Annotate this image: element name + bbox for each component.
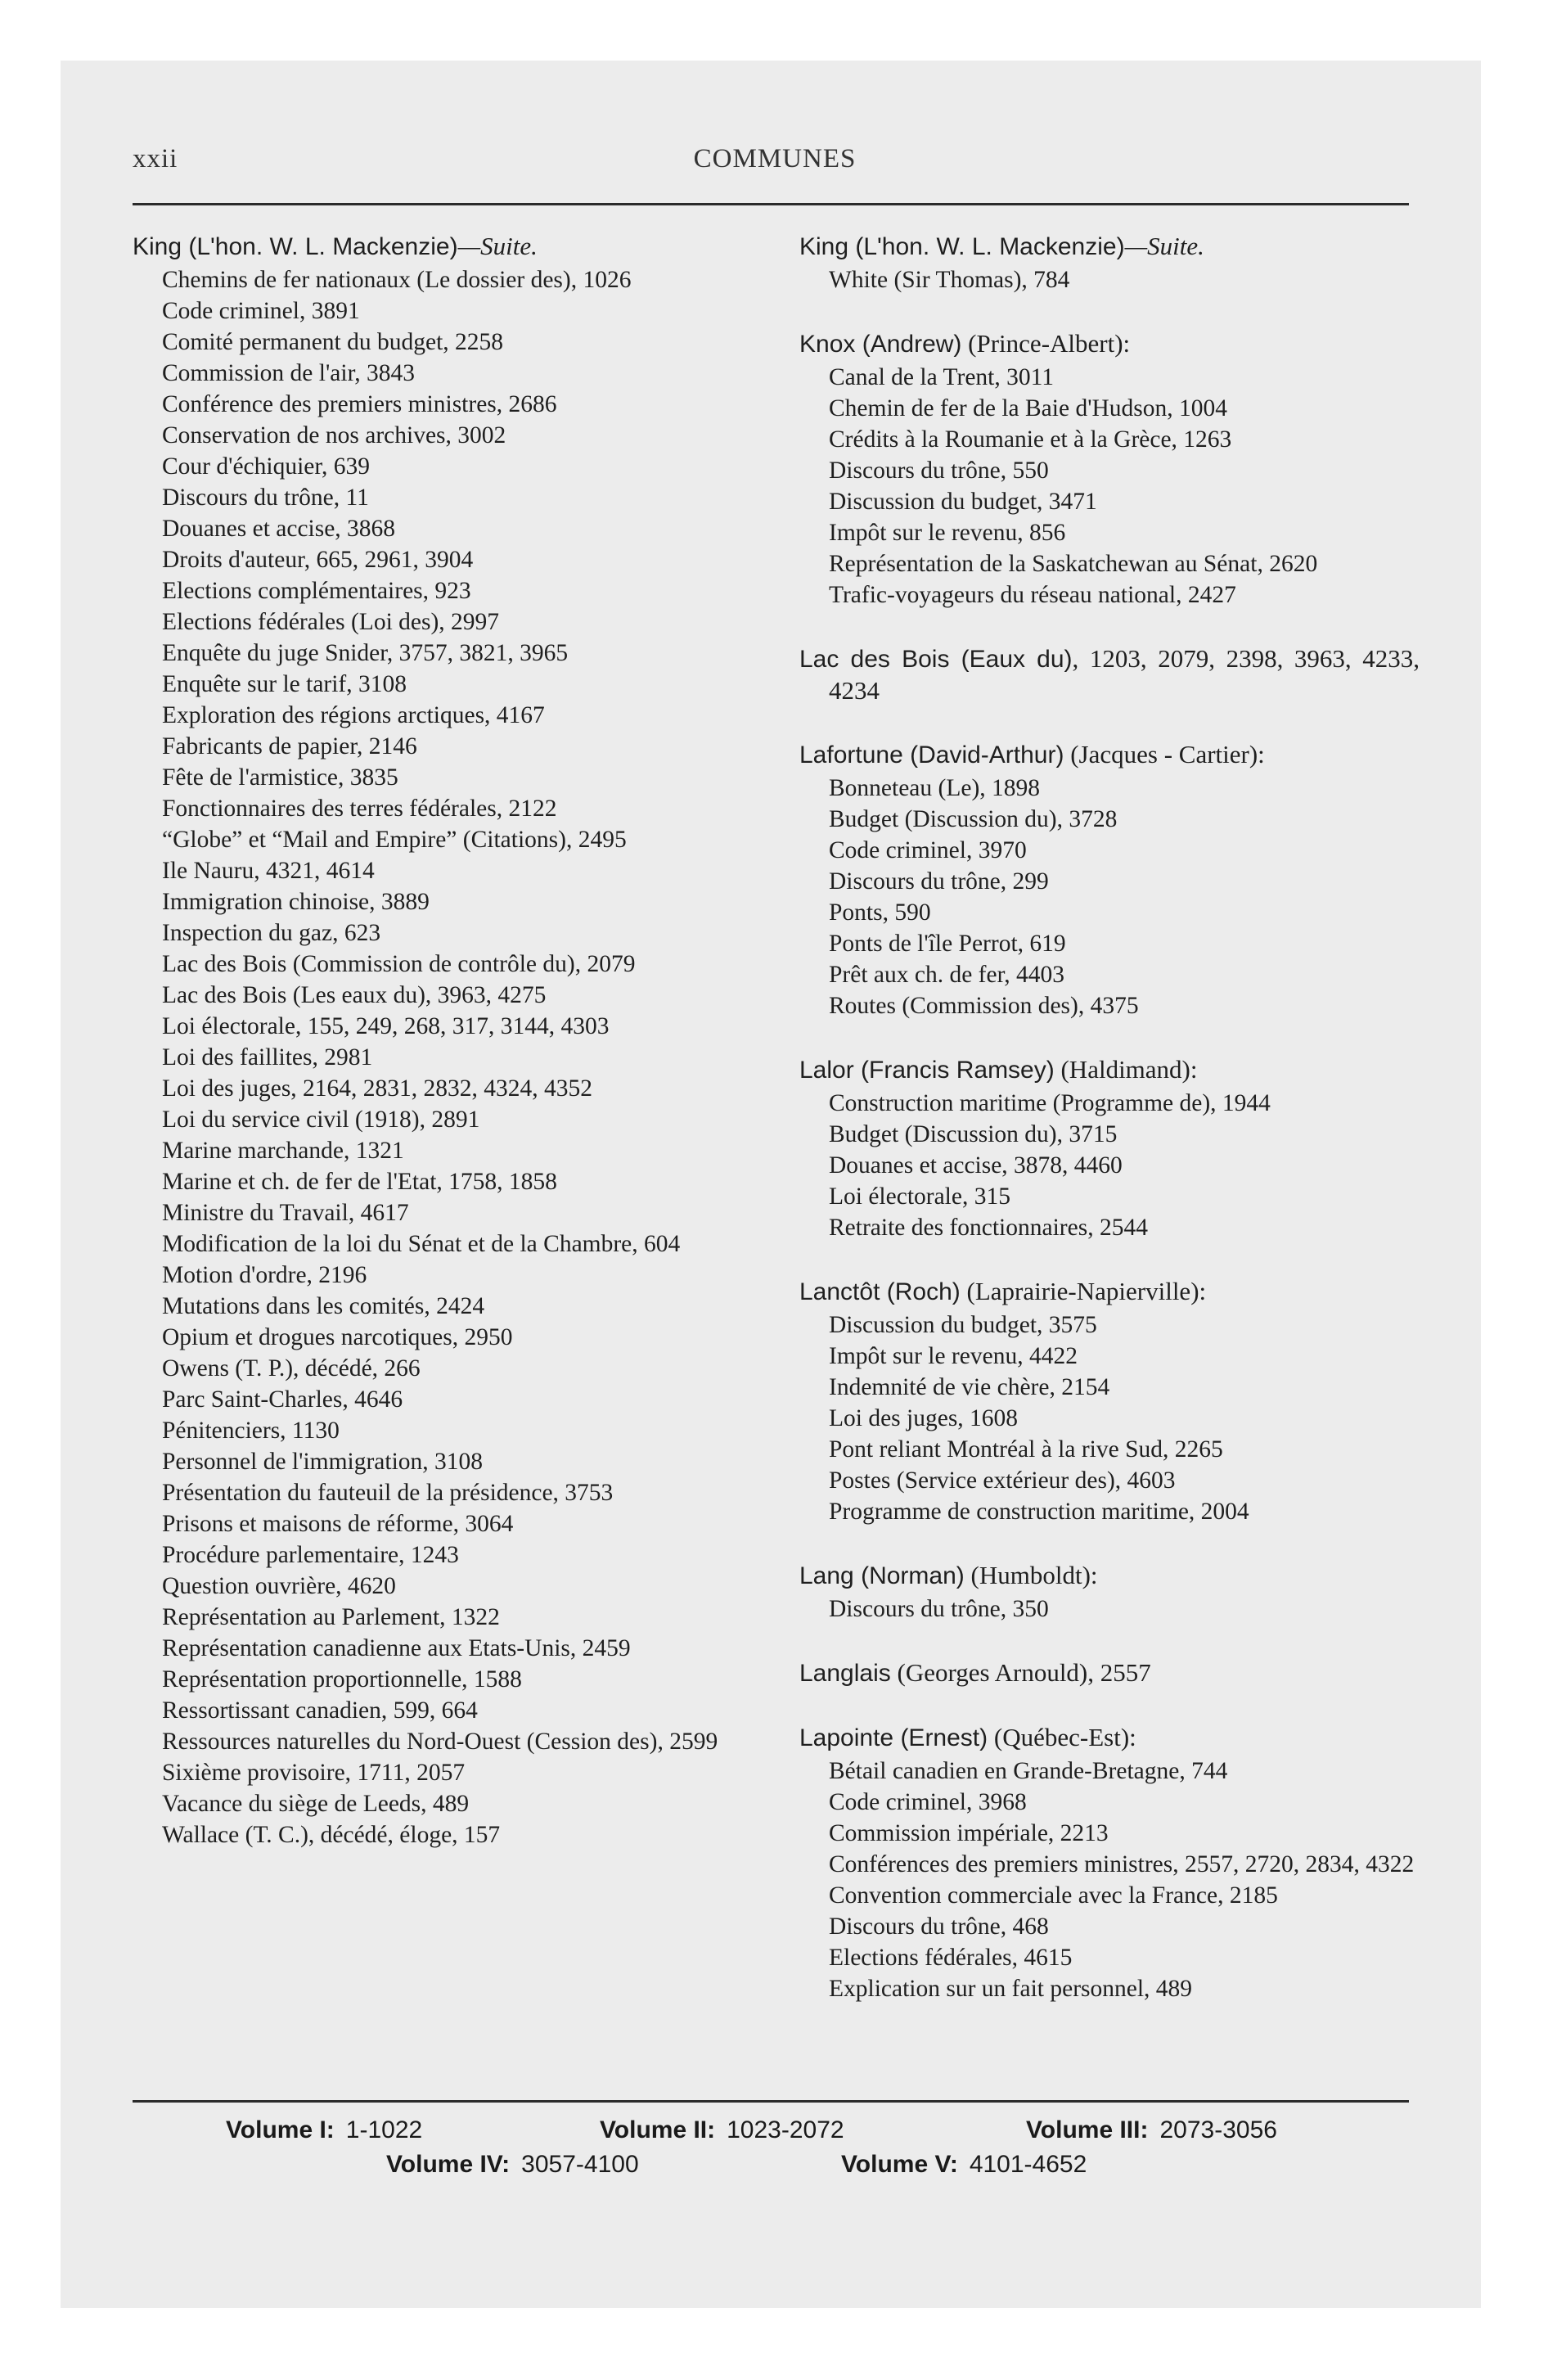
entry-detail: (Prince-Albert): xyxy=(961,329,1131,358)
index-item: “Globe” et “Mail and Empire” (Citations), 2495 xyxy=(162,827,627,853)
index-item: Fonctionnaires des terres fédérales, 2122 xyxy=(162,796,557,822)
entry-heading xyxy=(799,1657,1420,1689)
index-item: Marine et ch. de fer de l'Etat, 1758, 1858 xyxy=(162,1169,557,1195)
index-item: Construction maritime (Programme de), 1944 xyxy=(829,1090,1271,1116)
index-item: Parc Saint-Charles, 4646 xyxy=(162,1386,403,1413)
index-item: Conférences des premiers ministres, 2557, 2720, 2834, 4322 xyxy=(829,1851,1415,1877)
page-header xyxy=(133,139,1417,185)
index-item: Bétail canadien en Grande-Bretagne, 744 xyxy=(829,1758,1228,1784)
index-item: Représentation au Parlement, 1322 xyxy=(162,1604,500,1630)
entry-name: King (L'hon. W. L. Mackenzie) xyxy=(133,233,458,260)
index-entry xyxy=(799,1657,1420,1689)
right-column xyxy=(799,231,1420,2037)
index-item: Discussion du budget, 3575 xyxy=(829,1312,1097,1338)
index-item: Discours du trône, 299 xyxy=(829,868,1049,895)
index-item: Procédure parlementaire, 1243 xyxy=(162,1542,459,1568)
index-item: Ressortissant canadien, 599, 664 xyxy=(162,1697,478,1724)
index-item: Comité permanent du budget, 2258 xyxy=(162,329,504,355)
index-entry xyxy=(799,231,1420,295)
header-rule xyxy=(133,203,1409,205)
index-item: Droits d'auteur, 665, 2961, 3904 xyxy=(162,547,474,573)
index-item: Fête de l'armistice, 3835 xyxy=(162,764,398,791)
index-item: Exploration des régions arctiques, 4167 xyxy=(162,702,545,728)
entry-name: King (L'hon. W. L. Mackenzie) xyxy=(799,233,1125,260)
index-item: Présentation du fauteuil de la présidence, 3753 xyxy=(162,1480,614,1506)
index-item: Elections complémentaires, 923 xyxy=(162,578,471,604)
index-item: Elections fédérales (Loi des), 2997 xyxy=(162,609,500,635)
footer-rule xyxy=(133,2100,1409,2103)
index-item: Modification de la loi du Sénat et de la Chambre, 604 xyxy=(162,1231,681,1257)
index-item: White (Sir Thomas), 784 xyxy=(829,267,1070,293)
index-item: Conservation de nos archives, 3002 xyxy=(162,422,506,449)
index-item: Impôt sur le revenu, 4422 xyxy=(829,1343,1078,1369)
index-item: Loi des juges, 2164, 2831, 2832, 4324, 4352 xyxy=(162,1075,593,1102)
entry-detail: , 1203, 2079, 2398, 3963, 4233, 4234 xyxy=(829,644,1420,705)
index-item: Convention commerciale avec la France, 2185 xyxy=(829,1882,1278,1909)
index-item: Loi du service civil (1918), 2891 xyxy=(162,1107,480,1133)
index-item: Représentation canadienne aux Etats-Unis, 2459 xyxy=(162,1635,631,1661)
index-item: Représentation de la Saskatchewan au Sénat, 2620 xyxy=(829,551,1318,577)
entry-heading xyxy=(799,643,1420,706)
entry-name: Lalor (Francis Ramsey) xyxy=(799,1057,1055,1084)
index-item: Routes (Commission des), 4375 xyxy=(829,993,1139,1019)
volume-2: Volume II: 1023-2072 xyxy=(600,2116,844,2143)
index-entry xyxy=(799,328,1420,611)
index-item: Code criminel, 3891 xyxy=(162,298,360,324)
entry-heading xyxy=(799,739,1420,771)
index-item: Personnel de l'immigration, 3108 xyxy=(162,1449,484,1475)
entry-items xyxy=(799,1309,1420,1527)
index-item: Question ouvrière, 4620 xyxy=(162,1573,396,1599)
index-item: Cour d'échiquier, 639 xyxy=(162,453,371,480)
index-item: Immigration chinoise, 3889 xyxy=(162,889,430,915)
index-item: Mutations dans les comités, 2424 xyxy=(162,1293,485,1319)
entry-detail: (Laprairie-Napierville): xyxy=(960,1277,1207,1305)
index-item: Pont reliant Montréal à la rive Sud, 2265 xyxy=(829,1436,1223,1463)
page-title: COMMUNES xyxy=(693,144,857,174)
index-item: Ile Nauru, 4321, 4614 xyxy=(162,858,375,884)
index-item: Bonneteau (Le), 1898 xyxy=(829,775,1041,801)
index-item: Douanes et accise, 3868 xyxy=(162,516,396,542)
index-item: Inspection du gaz, 623 xyxy=(162,920,381,946)
volume-1: Volume I: 1-1022 xyxy=(226,2116,423,2143)
index-item: Fabricants de papier, 2146 xyxy=(162,733,417,760)
index-item: Lac des Bois (Les eaux du), 3963, 4275 xyxy=(162,982,547,1008)
entry-heading xyxy=(799,1276,1420,1308)
entry-items xyxy=(799,773,1420,1021)
index-item: Vacance du siège de Leeds, 489 xyxy=(162,1791,470,1817)
entry-name: Langlais xyxy=(799,1660,891,1687)
entry-detail: (Québec-Est): xyxy=(988,1723,1136,1751)
entry-heading xyxy=(799,1054,1420,1086)
volume-5: Volume V: 4101-4652 xyxy=(841,2151,1087,2178)
index-item: Owens (T. P.), décédé, 266 xyxy=(162,1355,421,1382)
index-item: Postes (Service extérieur des), 4603 xyxy=(829,1467,1176,1494)
entry-detail: (Jacques - Cartier): xyxy=(1064,740,1265,769)
index-item: Indemnité de vie chère, 2154 xyxy=(829,1374,1110,1400)
entry-suffix: —Suite. xyxy=(1124,232,1204,260)
index-item: Crédits à la Roumanie et à la Grèce, 1263 xyxy=(829,426,1232,453)
index-item: Ponts, 590 xyxy=(829,899,931,926)
index-item: Budget (Discussion du), 3728 xyxy=(829,806,1118,832)
index-item: Pénitenciers, 1130 xyxy=(162,1418,340,1444)
page-number: xxii xyxy=(133,144,178,174)
index-entry xyxy=(133,231,767,1850)
index-item: Sixième provisoire, 1711, 2057 xyxy=(162,1760,466,1786)
index-item: Chemins de fer nationaux (Le dossier des), 1026 xyxy=(162,267,632,293)
index-item: Douanes et accise, 3878, 4460 xyxy=(829,1152,1123,1179)
index-item: Enquête du juge Snider, 3757, 3821, 3965 xyxy=(162,640,569,666)
index-entry xyxy=(799,1054,1420,1243)
entry-heading xyxy=(799,328,1420,360)
entry-detail: (Haldimand): xyxy=(1054,1055,1198,1084)
index-item: Discours du trône, 468 xyxy=(829,1913,1049,1940)
entry-items xyxy=(799,1593,1420,1625)
index-item: Loi des faillites, 2981 xyxy=(162,1044,373,1071)
entry-name: Lac des Bois (Eaux du) xyxy=(799,646,1073,673)
entry-items xyxy=(799,1756,1420,2004)
index-item: Discours du trône, 11 xyxy=(162,485,369,511)
index-item: Motion d'ordre, 2196 xyxy=(162,1262,367,1288)
index-item: Loi des juges, 1608 xyxy=(829,1405,1019,1431)
index-entry xyxy=(799,739,1420,1021)
index-item: Code criminel, 3968 xyxy=(829,1789,1027,1815)
index-item: Discours du trône, 550 xyxy=(829,458,1049,484)
entry-items xyxy=(133,264,767,1850)
index-item: Conférence des premiers ministres, 2686 xyxy=(162,391,557,417)
index-item: Prisons et maisons de réforme, 3064 xyxy=(162,1511,514,1537)
index-item: Explication sur un fait personnel, 489 xyxy=(829,1976,1193,2002)
entry-heading xyxy=(133,231,767,263)
entry-items xyxy=(799,264,1420,295)
index-item: Trafic-voyageurs du réseau national, 2427 xyxy=(829,582,1236,608)
index-item: Ressources naturelles du Nord-Ouest (Cession des), 2599 xyxy=(162,1729,718,1755)
index-item: Représentation proportionnelle, 1588 xyxy=(162,1666,522,1693)
entry-detail: (Georges Arnould), 2557 xyxy=(890,1658,1151,1687)
entry-heading xyxy=(799,231,1420,263)
index-item: Commission de l'air, 3843 xyxy=(162,360,415,386)
index-item: Marine marchande, 1321 xyxy=(162,1138,404,1164)
index-item: Elections fédérales, 4615 xyxy=(829,1945,1073,1971)
entry-heading xyxy=(799,1560,1420,1592)
index-item: Budget (Discussion du), 3715 xyxy=(829,1121,1118,1147)
index-item: Discussion du budget, 3471 xyxy=(829,489,1097,515)
entry-detail: (Humboldt): xyxy=(964,1561,1098,1589)
index-item: Ministre du Travail, 4617 xyxy=(162,1200,409,1226)
index-item: Loi électorale, 155, 249, 268, 317, 3144, 4303 xyxy=(162,1013,610,1039)
entry-name: Lang (Norman) xyxy=(799,1562,965,1589)
index-item: Wallace (T. C.), décédé, éloge, 157 xyxy=(162,1822,501,1848)
index-item: Chemin de fer de la Baie d'Hudson, 1004 xyxy=(829,395,1228,421)
index-entry xyxy=(799,1276,1420,1527)
entry-items xyxy=(799,1088,1420,1243)
index-item: Prêt aux ch. de fer, 4403 xyxy=(829,962,1064,988)
entry-name: Knox (Andrew) xyxy=(799,331,962,358)
entry-name: Lapointe (Ernest) xyxy=(799,1724,988,1751)
index-item: Enquête sur le tarif, 3108 xyxy=(162,671,407,697)
index-item: Impôt sur le revenu, 856 xyxy=(829,520,1066,546)
left-column xyxy=(133,231,767,1883)
index-item: Ponts de l'île Perrot, 619 xyxy=(829,931,1066,957)
index-entry xyxy=(799,643,1420,706)
entry-name: Lanctôt (Roch) xyxy=(799,1278,961,1305)
volume-3: Volume III: 2073-3056 xyxy=(1026,2116,1277,2143)
index-item: Programme de construction maritime, 2004 xyxy=(829,1499,1249,1525)
index-item: Discours du trône, 350 xyxy=(829,1596,1049,1622)
index-item: Retraite des fonctionnaires, 2544 xyxy=(829,1215,1148,1241)
index-item: Opium et drogues narcotiques, 2950 xyxy=(162,1324,513,1350)
index-entry xyxy=(799,1560,1420,1625)
index-entry xyxy=(799,1722,1420,2004)
entry-heading xyxy=(799,1722,1420,1754)
volume-4: Volume IV: 3057-4100 xyxy=(386,2151,639,2178)
entry-suffix: —Suite. xyxy=(457,232,538,260)
index-item: Commission impériale, 2213 xyxy=(829,1820,1109,1846)
index-item: Canal de la Trent, 3011 xyxy=(829,364,1055,390)
entry-name: Lafortune (David-Arthur) xyxy=(799,741,1064,769)
entry-items xyxy=(799,362,1420,611)
index-item: Loi électorale, 315 xyxy=(829,1183,1010,1210)
index-item: Code criminel, 3970 xyxy=(829,837,1027,863)
index-item: Lac des Bois (Commission de contrôle du), 2079 xyxy=(162,951,636,977)
